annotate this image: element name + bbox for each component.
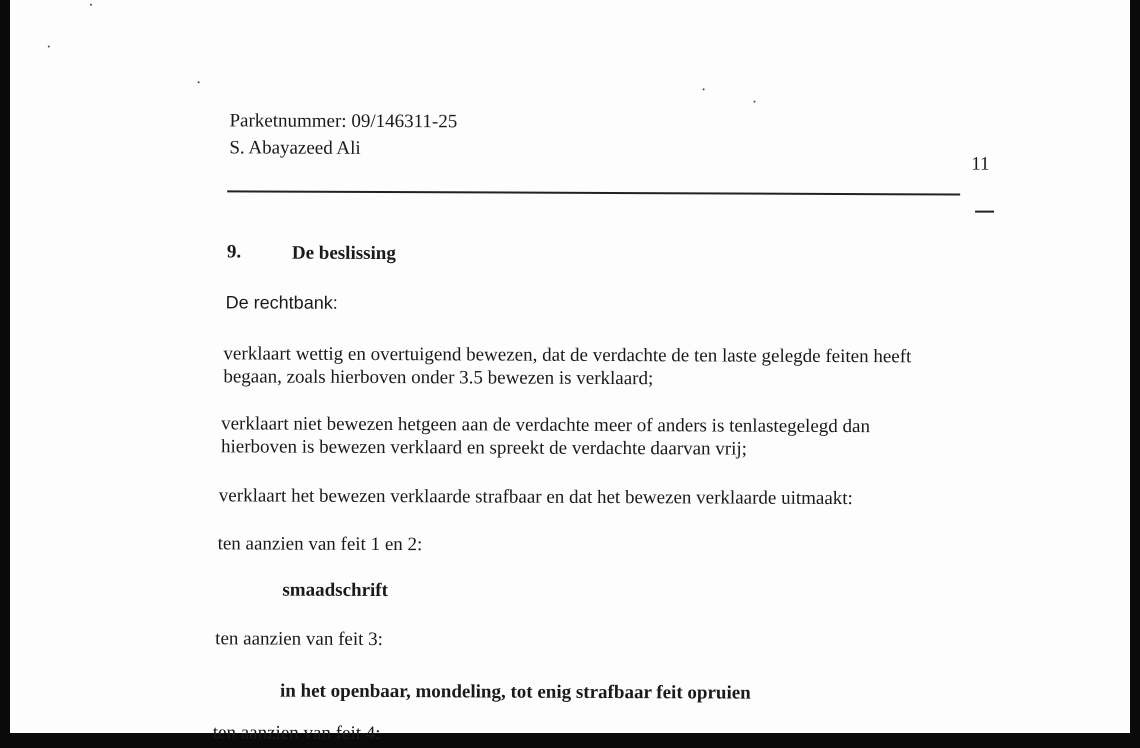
fact-label: ten aanzien van feit 1 en 2: [217,533,423,556]
paragraph-line: verklaart het bewezen verklaarde strafbaar en dat het bewezen verklaarde uitmaakt: [218,485,853,510]
scan-speck [48,46,50,48]
fact-label: ten aanzien van feit 3: [215,628,384,651]
scan-speck [703,88,705,90]
document-page [7,0,1130,745]
case-number: Parketnummer: 09/146311-25 [229,110,458,133]
offense-qualification: smaadschrift [282,579,389,602]
scan-speck [754,101,756,103]
paragraph-line: begaan, zoals hierboven onder 3.5 bewezen is verklaard; [223,366,654,390]
paragraph-line: hierboven is bewezen verklaard en spreekt de verdachte daarvan vrij; [221,436,748,460]
intro-text: De rechtbank: [225,292,338,313]
section-title: De beslissing [291,242,396,265]
paragraph-line: verklaart wettig en overtuigend bewezen, dat de verdachte de ten laste gelegde feiten heeft [223,343,912,368]
scan-speck [198,81,200,83]
fact-label-cut-off: ten aanzien van feit 4: [212,722,381,745]
defendant-name: S. Abayazeed Ali [229,137,361,159]
scan-speck [90,4,92,6]
page-number: 11 [971,153,990,175]
offense-qualification: in het openbaar, mondeling, tot enig strafbaar feit opruien [279,680,751,704]
paragraph-line: verklaart niet bewezen hetgeen aan de verdachte meer of anders is tenlastegelegd dan [221,413,871,438]
section-number: 9. [226,241,242,263]
header-divider-tail [975,211,994,213]
scanned-page [10,0,1130,745]
header-divider [227,190,960,195]
